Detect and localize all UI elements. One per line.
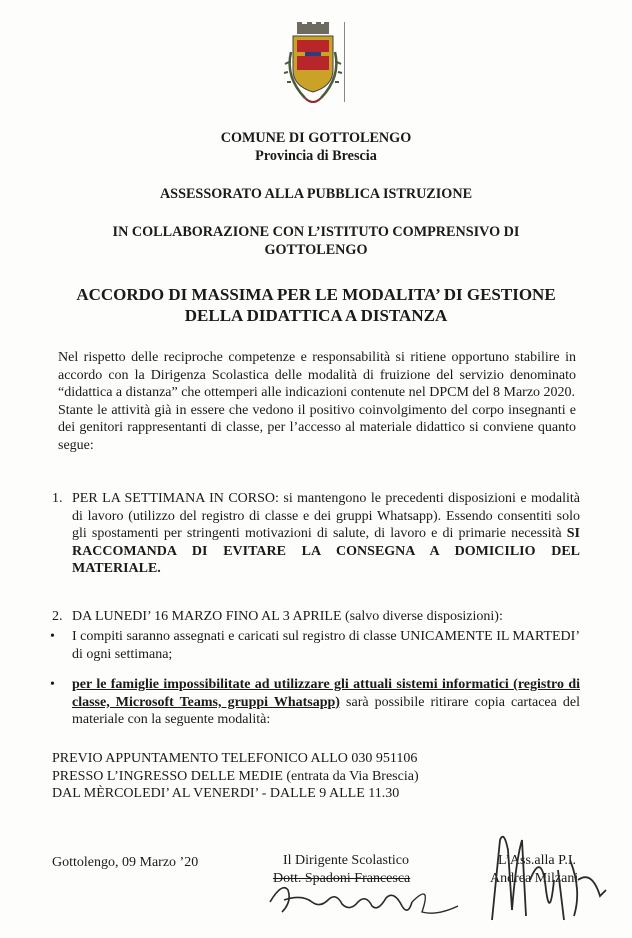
municipal-crest-icon	[283, 22, 343, 110]
document-title-line-1: ACCORDO DI MASSIMA PER LE MODALITA’ DI GESTIONE	[76, 285, 556, 304]
councillor-name: Andrea Milzani	[490, 871, 579, 886]
collaboration-line-2: GOTTOLENGO	[264, 242, 368, 258]
place-and-date: Gottolengo, 09 Marzo ’20	[52, 855, 199, 870]
principal-title: Il Dirigente Scolastico	[283, 853, 409, 868]
department-name: ASSESSORATO ALLA PUBBLICA ISTRUZIONE	[159, 186, 473, 202]
appointment-location: PRESSO L’INGRESSO DELLE MEDIE (entrata da Via Brescia)	[52, 768, 419, 784]
province-name: Provincia di Brescia	[255, 148, 377, 164]
bullet-item-2-text: sarà possibile ritirare copia cartacea del materiale con la seguente modalità:	[72, 694, 581, 728]
collaboration-line-1: IN COLLABORAZIONE CON L’ISTITUTO COMPRENSIVO DI	[112, 224, 520, 240]
list-item-2-number: 2.	[52, 609, 63, 624]
list-item-1-number: 1.	[52, 491, 63, 506]
councillor-signature-icon	[482, 820, 612, 930]
intro-paragraph-2: Stante le attività già in essere che vedono il positivo coinvolgimento del corpo insegnanti e dei genitori rappresentanti di classe, per l’accesso al materiale didattico si conviene quanto segue:	[58, 402, 576, 453]
intro-paragraph-1: Nel rispetto delle reciproche competenze e responsabilità si ritiene opportuno stabilire in accordo con la Dirigenza Scolastica delle modalità di fruizione del servizio denominato “didattica a distanza” che ottemperi alle indicazioni contenute nel DPCM del 8 Marzo 2020.	[58, 350, 576, 401]
list-item-1	[52, 490, 580, 578]
crest-divider	[344, 22, 345, 102]
bullet-dot-icon: •	[50, 677, 55, 692]
principal-signature-icon	[262, 872, 462, 922]
list-item-2	[52, 608, 580, 626]
bullet-item-2	[50, 676, 580, 729]
bullet-dot-icon: •	[50, 629, 55, 644]
bullet-item-2-emphasis: per le famiglie impossibilitate ad utilizzare gli attuali sistemi informatici (registro di classe, Microsoft Teams, gruppi Whatsapp)	[72, 677, 580, 710]
document-title-line-2: DELLA DIDATTICA A DISTANZA	[184, 306, 448, 325]
principal-name: Dott. Spadoni Francesca	[273, 871, 411, 886]
municipality-name: COMUNE DI GOTTOLENGO	[220, 130, 412, 146]
list-item-1-emphasis: SI RACCOMANDA DI EVITARE LA CONSEGNA A DOMICILIO DEL MATERIALE.	[72, 526, 580, 577]
list-item-2-text: DA LUNEDI’ 16 MARZO FINO AL 3 APRILE (salvo diverse disposizioni):	[72, 609, 503, 624]
councillor-title: L’Ass.alla P.I.	[498, 853, 577, 868]
bullet-item-1-text: I compiti saranno assegnati e caricati sul registro di classe UNICAMENTE IL MARTEDI’ di ogni settimana;	[72, 629, 580, 662]
bullet-item-1	[50, 628, 580, 663]
appointment-info	[52, 750, 572, 803]
appointment-hours: DAL MÈRCOLEDI’ AL VENERDI’ - DALLE 9 ALLE 11.30	[52, 786, 400, 802]
intro-section	[58, 349, 576, 455]
appointment-phone: PREVIO APPUNTAMENTO TELEFONICO ALLO 030 951106	[52, 751, 418, 766]
list-item-1-text: PER LA SETTIMANA IN CORSO: si mantengono le precedenti disposizioni e modalità di lavoro (utilizzo del registro di classe e dei gruppi Whatsapp). Essendo consentiti solo gli spostamenti per stringenti motivazioni di salute, di lavoro e di primarie necessità	[72, 491, 580, 542]
